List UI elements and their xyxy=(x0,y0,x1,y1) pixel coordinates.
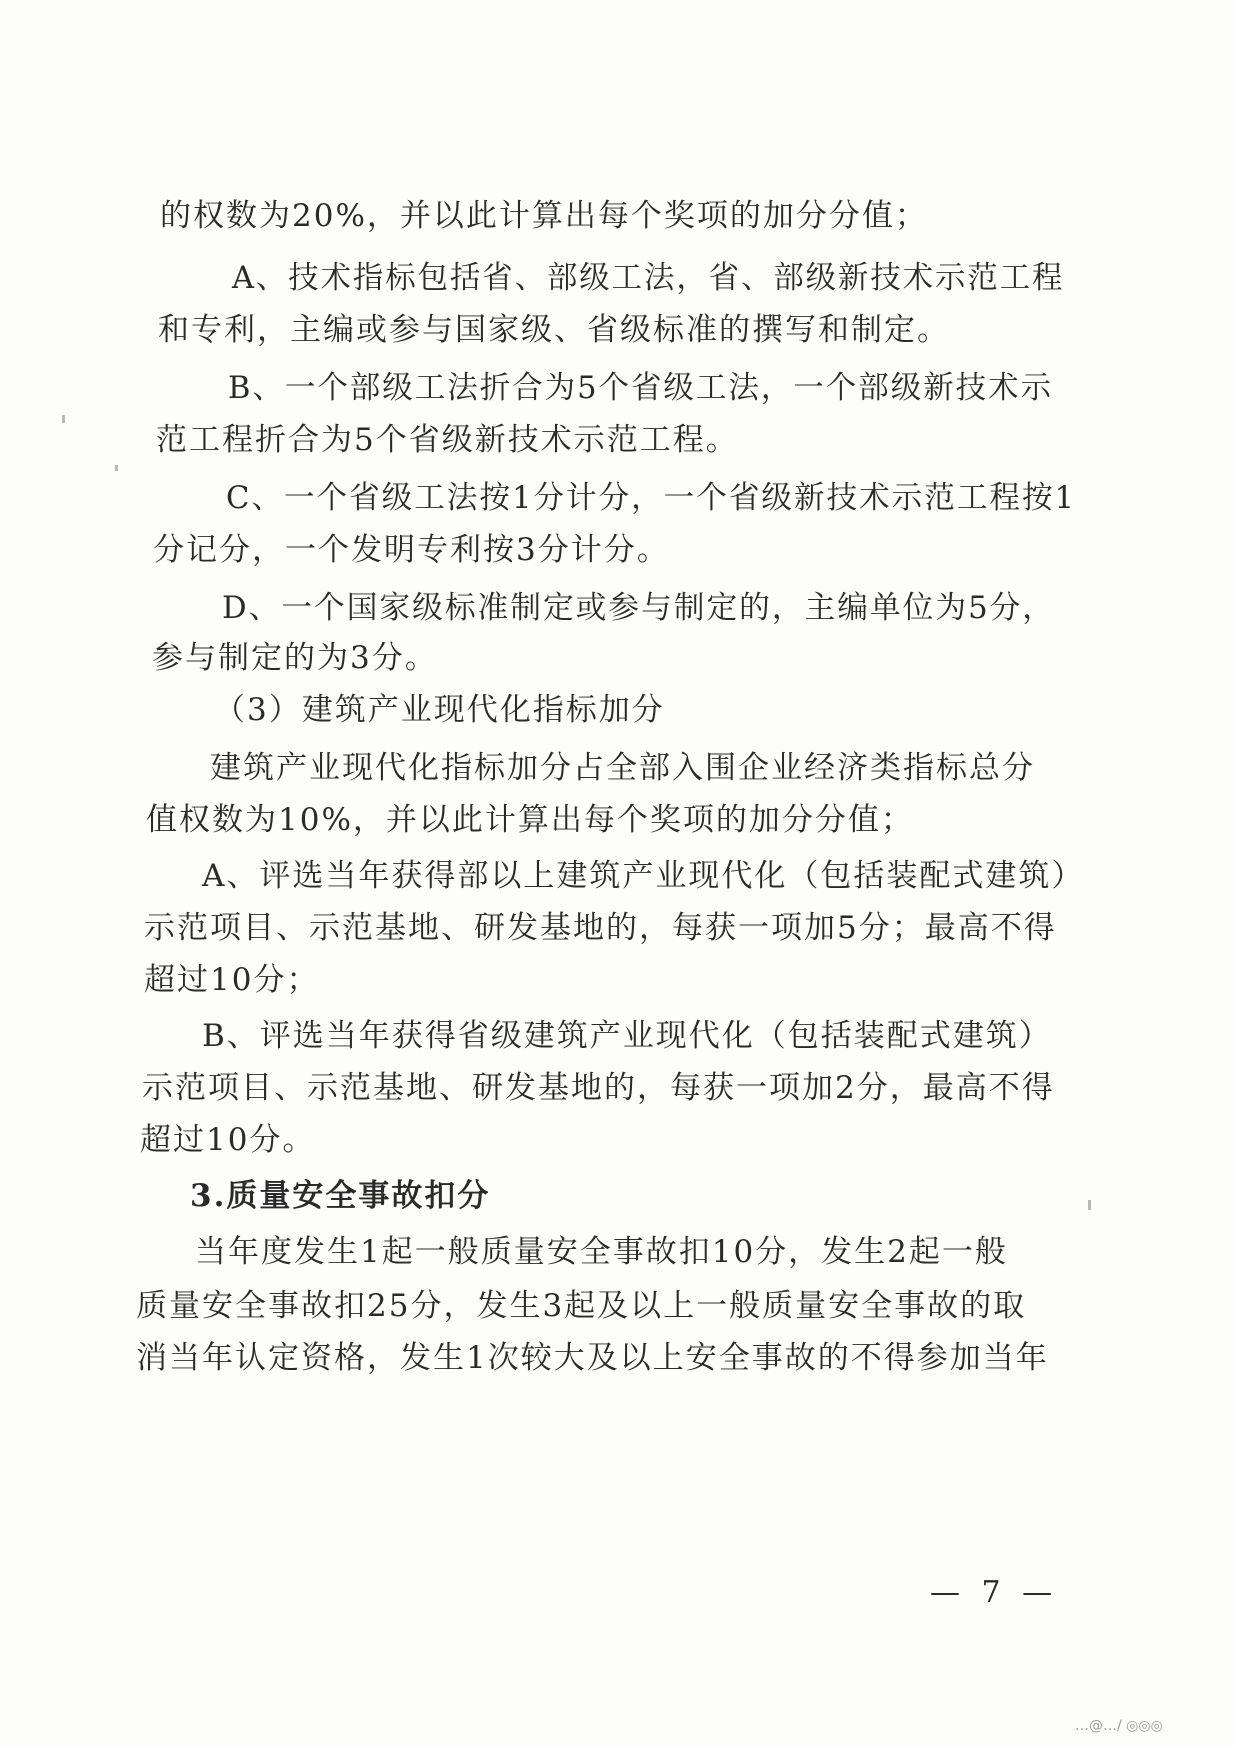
scan-speck xyxy=(1088,1200,1091,1210)
text-line-13: A、评选当年获得部以上建筑产业现代化（包括装配式建筑） xyxy=(202,858,1085,894)
text-line-14: 示范项目、示范基地、研发基地的，每获一项加5分；最高不得 xyxy=(144,910,1057,946)
text-line-3: 和专利，主编或参与国家级、省级标准的撰写和制定。 xyxy=(158,312,950,348)
text-line-16: B、评选当年获得省级建筑产业现代化（包括装配式建筑） xyxy=(202,1018,1052,1054)
text-line-15: 超过10分； xyxy=(144,962,320,998)
scan-speck xyxy=(62,415,65,423)
text-line-2: A、技术指标包括省、部级工法，省、部级新技术示范工程 xyxy=(232,260,1065,296)
text-line-22: 消当年认定资格，发生1次较大及以上安全事故的不得参加当年 xyxy=(136,1340,1049,1376)
page-number: — 7 — xyxy=(930,1575,1059,1610)
text-line-11: 建筑产业现代化指标加分占全部入围企业经济类指标总分 xyxy=(210,750,1035,786)
text-line-12: 值权数为10%，并以此计算出每个奖项的加分分值； xyxy=(146,802,914,838)
scan-speck xyxy=(115,465,118,471)
text-line-20: 当年度发生1起一般质量安全事故扣10分，发生2起一般 xyxy=(195,1234,1008,1270)
text-line-8: D、一个国家级标准制定或参与制定的，主编单位为5分， xyxy=(222,590,1056,626)
section-heading-3: （3）建筑产业现代化指标加分 xyxy=(214,692,665,728)
text-line-1: 的权数为20%，并以此计算出每个奖项的加分分值； xyxy=(160,198,928,234)
text-line-6: C、一个省级工法按1分计分，一个省级新技术示范工程按1 xyxy=(226,480,1076,516)
text-line-21: 质量安全事故扣25分，发生3起及以上一般质量安全事故的取 xyxy=(136,1288,1027,1324)
text-line-17: 示范项目、示范基地、研发基地的，每获一项加2分，最高不得 xyxy=(142,1070,1055,1106)
text-line-18: 超过10分。 xyxy=(140,1122,316,1158)
text-line-5: 范工程折合为5个省级新技术示范工程。 xyxy=(156,422,739,458)
text-line-7: 分记分，一个发明专利按3分计分。 xyxy=(153,532,670,568)
text-line-4: B、一个部级工法折合为5个省级工法，一个部级新技术示 xyxy=(228,370,1054,406)
section-heading-quality-safety: 3.质量安全事故扣分 xyxy=(190,1178,491,1214)
scan-watermark: …@…/ ◎◎◎ xyxy=(1075,1718,1163,1734)
text-line-9: 参与制定的为3分。 xyxy=(152,640,438,676)
